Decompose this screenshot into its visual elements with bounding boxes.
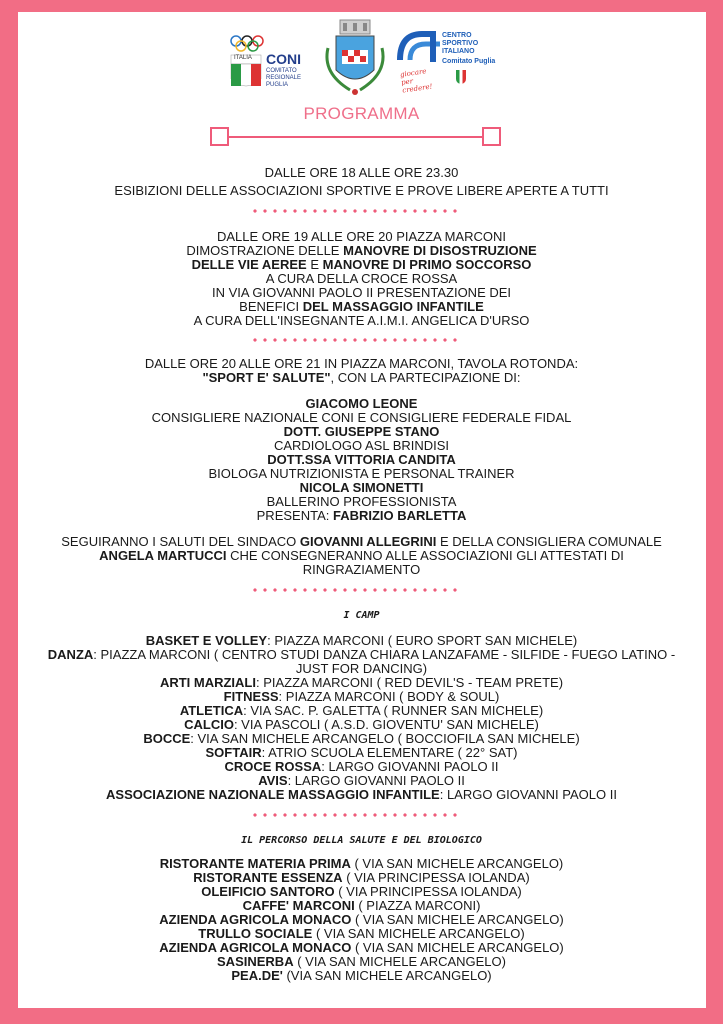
italia-label: ITALIA [234,55,252,61]
coni-committee-line1: COMITATO [266,68,297,74]
speaker-4-name: NICOLA SIMONETTI [299,480,424,495]
route-row-2: RISTORANTE ESSENZA ( VIA PRINCIPESSA IOLANDA) [193,870,530,885]
s2-line3: DELLE VIE AEREE E MANOVRE DI PRIMO SOCCORSO [191,257,532,272]
camp-row-3: ARTI MARZIALI: PIAZZA MARCONI ( RED DEVIL'S - TEAM PRETE) [159,675,564,690]
dotted-separator [250,588,460,592]
s3-intro1: DALLE ORE 20 ALLE ORE 21 IN PIAZZA MARCONI, TAVOLA ROTONDA: [144,356,579,371]
camp-row-10: AVIS: LARGO GIOVANNI PAOLO II [258,773,465,788]
s3-close1: SEGUIRANNO I SALUTI DEL SINDACO GIOVANNI ALLEGRINI E DELLA CONSIGLIERA COMUNALE [61,534,662,549]
s1-line2: ESIBIZIONI DELLE ASSOCIAZIONI SPORTIVE E PROVE LIBERE APERTE A TUTTI [114,183,609,198]
route-row-5: AZIENDA AGRICOLA MONACO ( VIA SAN MICHELE ARCANGELO) [159,912,564,927]
dotted-separator [250,209,460,213]
speaker-1-role: CONSIGLIERE NAZIONALE CONI E CONSIGLIERE FEDERALE FIDAL [151,410,572,425]
camp-row-2: DANZA: PIAZZA MARCONI ( CENTRO STUDI DANZA CHIARA LANZAFAME - SILFIDE - FUEGO LATINO - [47,647,676,662]
s3-intro2: "SPORT E' SALUTE", CON LA PARTECIPAZIONE DI: [202,370,521,385]
coni-label: CONI [266,51,301,67]
coni-logo [228,33,310,95]
coni-committee-line3: PUGLIA [266,82,289,88]
s2-line7: A CURA DELL'INSEGNANTE A.I.M.I. ANGELICA D'URSO [193,313,530,328]
divider-square-right [482,127,501,146]
speaker-4-role: BALLERINO PROFESSIONISTA [266,494,457,509]
route-row-4: CAFFE' MARCONI ( PIAZZA MARCONI) [242,898,481,913]
route-row-3: OLEIFICIO SANTORO ( VIA PRINCIPESSA IOLANDA) [201,884,522,899]
csi-line1: CENTRO [442,32,472,39]
route-row-9: PEA.DE' (VIA SAN MICHELE ARCANGELO) [231,968,492,983]
camp-row-1: BASKET E VOLLEY: PIAZZA MARCONI ( EURO SPORT SAN MICHELE) [145,633,578,648]
s3-close2: ANGELA MARTUCCI CHE CONSEGNERANNO ALLE ASSOCIAZIONI GLI ATTESTATI DI [99,548,624,563]
municipal-crest-icon [320,18,390,100]
s2-line5: IN VIA GIOVANNI PAOLO II PRESENTAZIONE DEI [211,285,512,300]
route-row-7: AZIENDA AGRICOLA MONACO ( VIA SAN MICHELE ARCANGELO) [159,940,564,955]
program-title: PROGRAMMA [303,104,420,123]
csi-emblem-icon [396,30,442,64]
camp-row-7: BOCCE: VIA SAN MICHELE ARCANGELO ( BOCCIOFILA SAN MICHELE) [143,731,580,746]
camp-row-11: ASSOCIAZIONE NAZIONALE MASSAGGIO INFANTILE: LARGO GIOVANNI PAOLO II [106,787,617,802]
s2-line6: BENEFICI DEL MASSAGGIO INFANTILE [239,299,484,314]
csi-line3: ITALIANO [442,48,475,55]
speaker-2-name: DOTT. GIUSEPPE STANO [283,424,440,439]
camp-row-6: CALCIO: VIA PASCOLI ( A.S.D. GIOVENTU' SAN MICHELE) [184,717,539,732]
camp-row-9: CROCE ROSSA: LARGO GIOVANNI PAOLO II [224,759,499,774]
s2-line1: DALLE ORE 19 ALLE ORE 20 PIAZZA MARCONI [217,229,506,244]
route-row-8: SASINERBA ( VIA SAN MICHELE ARCANGELO) [217,954,506,969]
camp-row-5: ATLETICA: VIA SAC. P. GALETTA ( RUNNER SAN MICHELE) [179,703,544,718]
csi-line2: SPORTIVO [442,40,479,47]
speaker-2-role: CARDIOLOGO ASL BRINDISI [273,438,450,453]
s2-line2: DIMOSTRAZIONE DELLE MANOVRE DI DISOSTRUZIONE [186,243,537,258]
route-heading: IL PERCORSO DELLA SALUTE E DEL BIOLOGICO [241,835,482,846]
s1-line1: DALLE ORE 18 ALLE ORE 23.30 [264,165,459,180]
presenter-line: PRESENTA: FABRIZIO BARLETTA [256,508,467,523]
speaker-3-name: DOTT.SSA VITTORIA CANDITA [267,452,456,467]
s3-close3: RINGRAZIAMENTO [302,562,421,577]
csi-region: Comitato Puglia [442,58,496,65]
csi-seal-icon [456,70,466,84]
csi-logo [396,30,506,95]
dotted-separator [250,813,460,817]
csi-slogan: giocare per credere! [399,67,433,95]
speaker-1-name: GIACOMO LEONE [305,396,418,411]
dotted-separator [250,338,460,342]
speaker-3-role: BIOLOGA NUTRIZIONISTA E PERSONAL TRAINER [208,466,515,481]
coni-committee-line2: REGIONALE [266,75,302,81]
route-row-1: RISTORANTE MATERIA PRIMA ( VIA SAN MICHELE ARCANGELO) [159,856,564,871]
divider-square-left [210,127,229,146]
camp-heading: I CAMP [343,610,380,621]
camp-row-2-cont: JUST FOR DANCING) [295,661,428,676]
camp-row-8: SOFTAIR: ATRIO SCUOLA ELEMENTARE ( 22° SAT) [205,745,518,760]
s2-line4: A CURA DELLA CROCE ROSSA [265,271,458,286]
title-divider [228,136,484,138]
route-row-6: TRULLO SOCIALE ( VIA SAN MICHELE ARCANGELO) [198,926,525,941]
camp-row-4: FITNESS: PIAZZA MARCONI ( BODY & SOUL) [223,689,500,704]
